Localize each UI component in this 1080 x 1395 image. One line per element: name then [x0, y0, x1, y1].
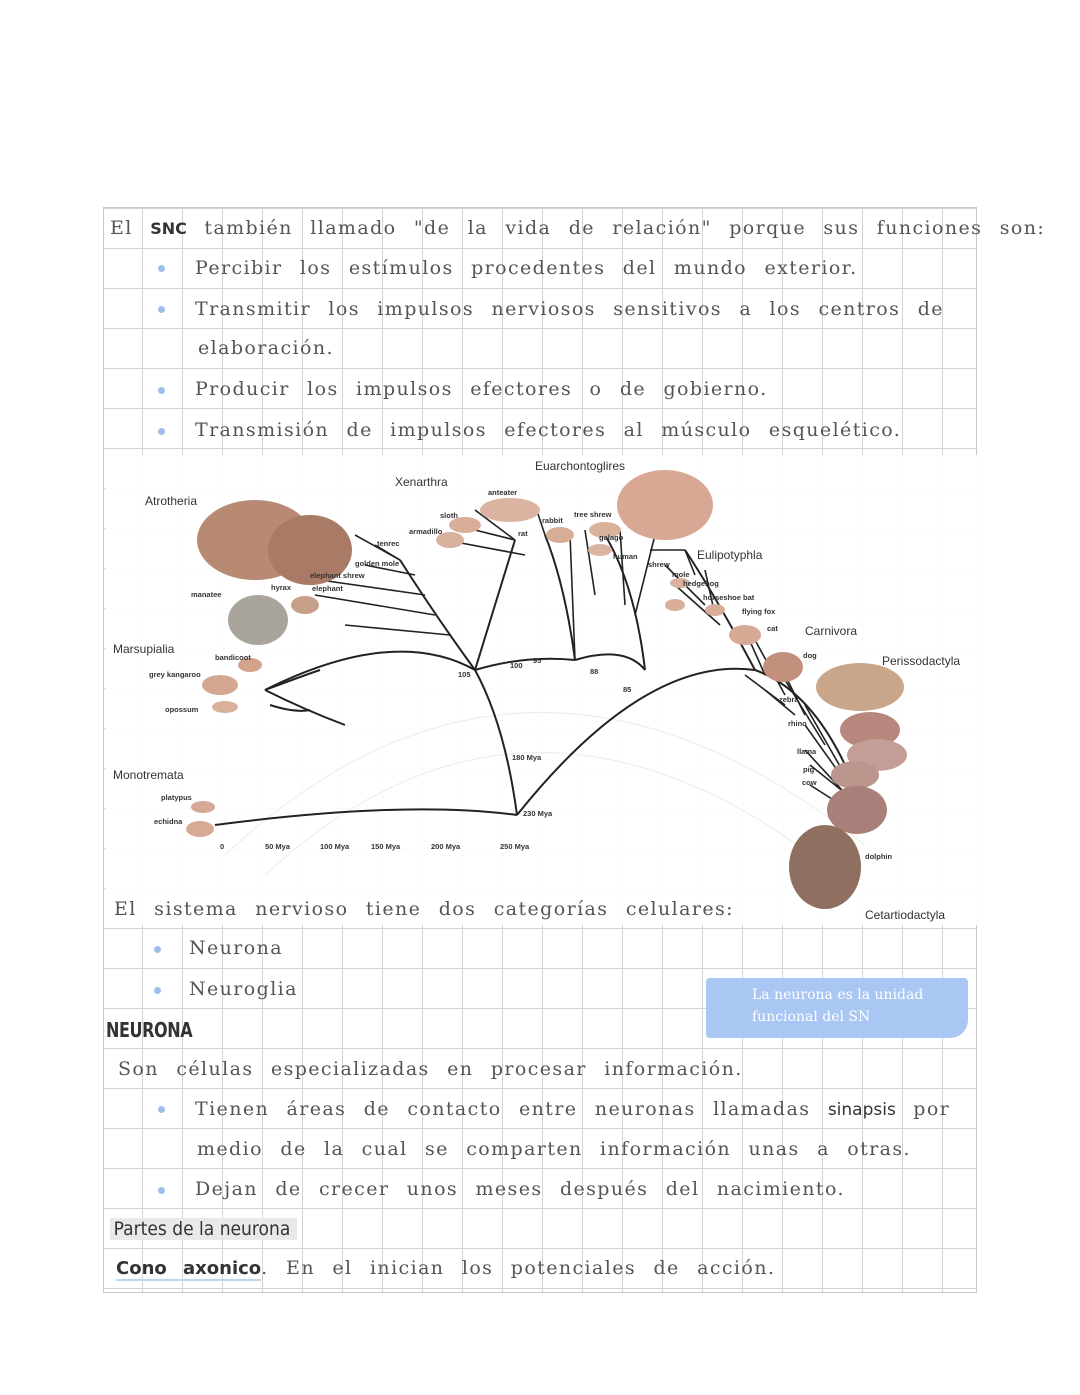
intro-rest: también llamado "de la vida de relación" porque sus funciones son: — [204, 217, 1046, 239]
section-heading-partes: Partes de la neurona — [110, 1218, 298, 1240]
neurona-bullet-1-continuation: medio de la cual se comparten información unas a otras. — [197, 1138, 911, 1160]
function-2: Transmitir los impulsos nerviosos sensitivos a los centros de — [195, 298, 944, 320]
bullet-dot — [158, 387, 165, 394]
neurona-intro: Son células especializadas en procesar información. — [118, 1058, 743, 1080]
neurona-bullet-1-text: Tienen áreas de contacto entre neuronas llamadas — [195, 1098, 811, 1120]
node-age: 180 Mya — [512, 753, 542, 762]
node-age: 105 — [458, 670, 471, 679]
node-age: 100 — [510, 661, 523, 670]
time-axis-label: 250 Mya — [500, 842, 530, 851]
animal-label: cow — [802, 778, 817, 787]
time-axis-label: 0 — [220, 842, 225, 851]
animal-label: rhino — [788, 719, 807, 728]
clade-label: Euarchontoglires — [535, 459, 626, 473]
animal-label: bandicoot — [215, 653, 251, 662]
animal-label: platypus — [161, 793, 192, 802]
animal-label: elephant shrew — [310, 571, 365, 580]
animal-label: galago — [599, 533, 624, 542]
clade-label: Atrotheria — [145, 494, 198, 508]
function-4: Transmisión de impulsos efectores al músculo esquelético. — [195, 419, 902, 441]
animal-label: anteater — [488, 488, 518, 497]
categories-sentence: El sistema nervioso tiene dos categorías celulares: — [114, 898, 734, 920]
bullet-dot — [154, 987, 161, 994]
cono-axonico-text: . En el inician los potenciales de acción. — [261, 1257, 776, 1279]
clade-label: Cetartiodactyla — [865, 908, 946, 922]
category-neurona: Neurona — [189, 937, 283, 959]
node-age: 95 — [533, 656, 542, 665]
function-2-continuation: elaboración. — [198, 337, 334, 359]
time-axis-label: 150 Mya — [371, 842, 401, 851]
animal-label: dog — [803, 651, 817, 660]
animal-label: human — [613, 552, 638, 561]
animal-label: rat — [518, 529, 528, 538]
note-box: La neurona es la unidad funcional del SN — [706, 978, 968, 1038]
clade-label: Monotremata — [113, 768, 184, 782]
animal-label: horseshoe bat — [703, 593, 755, 602]
animal-label: elephant — [312, 584, 343, 593]
snc-highlight: SNC — [150, 219, 187, 238]
animal-label: sloth — [440, 511, 458, 520]
animal-label: hedgehog — [683, 579, 719, 588]
node-age: 85 — [623, 685, 632, 694]
animal-label: tenrec — [377, 539, 400, 548]
neurona-bullet-1 — [195, 1098, 950, 1120]
bullet-dot — [158, 265, 165, 272]
node-age: 88 — [590, 667, 599, 676]
bullet-dot — [158, 1106, 165, 1113]
animal-label: cat — [767, 624, 778, 633]
mammal-brain-phylogeny — [105, 455, 985, 925]
node-age: 230 Mya — [523, 809, 553, 818]
function-3: Producir los impulsos efectores o de gobierno. — [195, 378, 768, 400]
animal-label: pig — [803, 765, 815, 774]
bullet-dot — [158, 428, 165, 435]
time-axis-label: 50 Mya — [265, 842, 291, 851]
bullet-dot — [158, 306, 165, 313]
animal-label: armadillo — [409, 527, 443, 536]
time-axis-label: 100 Mya — [320, 842, 350, 851]
animal-label: manatee — [191, 590, 222, 599]
cono-axonico-label: Cono axonico — [116, 1258, 262, 1279]
intro-prefix: El — [110, 217, 133, 239]
animal-label: opossum — [165, 705, 199, 714]
category-neuroglia: Neuroglia — [189, 978, 298, 1000]
function-1: Percibir los estímulos procedentes del mundo exterior. — [195, 257, 858, 279]
clade-label: Carnivora — [805, 624, 858, 638]
section-heading-neurona: NEURONA — [106, 1018, 193, 1042]
neurona-bullet-1-tail: por — [913, 1098, 951, 1120]
clade-label: Xenarthra — [395, 475, 448, 489]
sinapsis-term: sinapsis — [827, 1100, 896, 1120]
animal-label: hyrax — [271, 583, 292, 592]
neurona-bullet-2: Dejan de crecer unos meses después del nacimiento. — [195, 1178, 845, 1200]
animal-label: rabbit — [542, 516, 563, 525]
animal-label: grey kangaroo — [149, 670, 201, 679]
bullet-dot — [158, 1187, 165, 1194]
cono-axonico-line — [116, 1257, 775, 1279]
clade-label: Perissodactyla — [882, 654, 961, 668]
bullet-dot — [154, 946, 161, 953]
animal-label: golden mole — [355, 559, 400, 568]
animal-label: flying fox — [742, 607, 776, 616]
animal-label: zebra — [779, 695, 799, 704]
clade-label: Marsupialia — [113, 642, 175, 656]
animal-label: mole — [672, 570, 690, 579]
clade-label: Eulipotyphla — [697, 548, 763, 562]
animal-label: shrew — [648, 560, 670, 569]
time-axis-label: 200 Mya — [431, 842, 461, 851]
animal-label: tree shrew — [574, 510, 612, 519]
animal-label: llama — [797, 747, 817, 756]
intro-line — [110, 217, 1045, 239]
animal-label: dolphin — [865, 852, 893, 861]
animal-label: echidna — [154, 817, 183, 826]
